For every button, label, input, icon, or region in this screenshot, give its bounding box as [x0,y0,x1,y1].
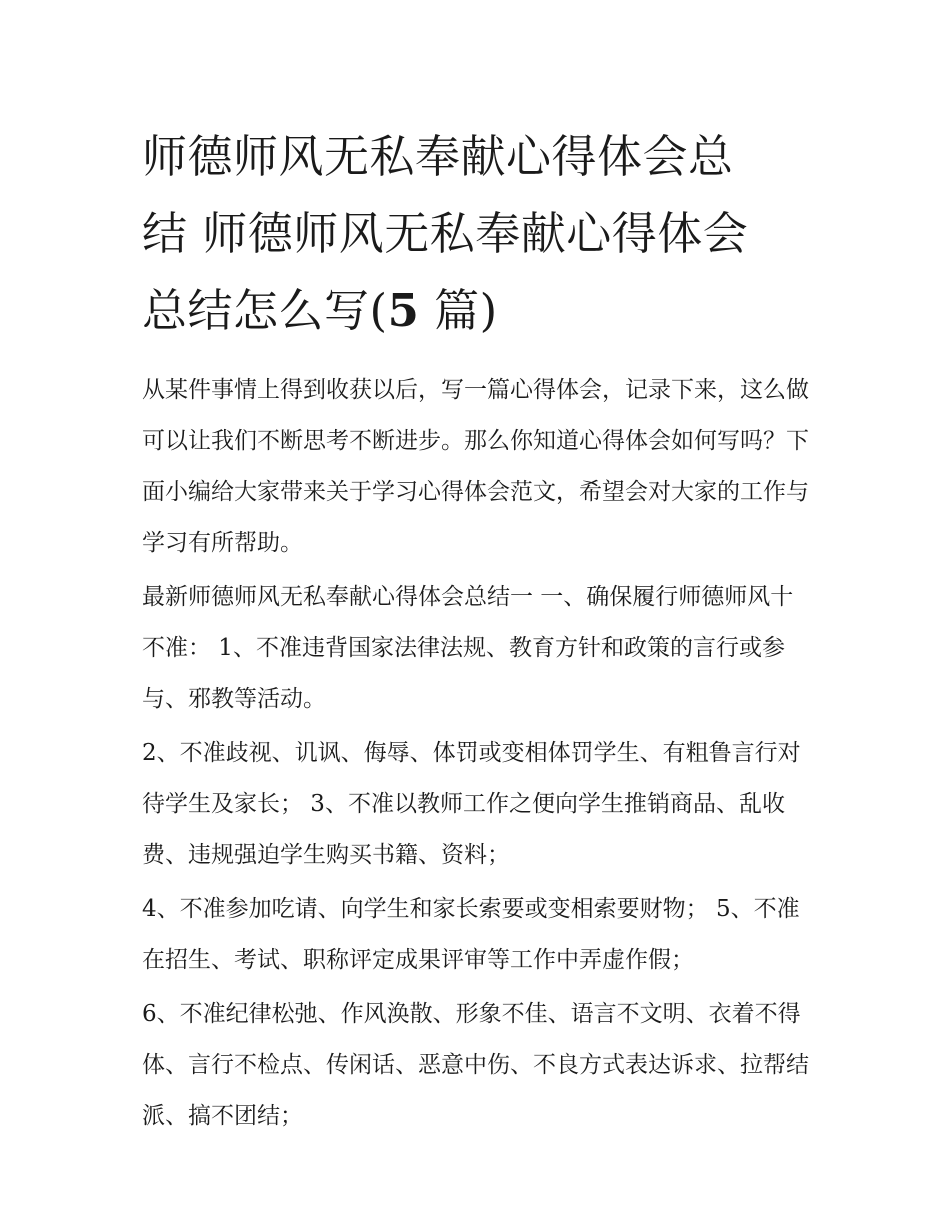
rule-2-3-paragraph: 2、不准歧视、讥讽、侮辱、体罚或变相体罚学生、有粗鲁言行对待学生及家长； 3、不准以教师工作之便向学生推销商品、乱收费、违规强迫学生购买书籍、资料； [142,740,801,868]
document-body [142,118,814,1145]
title-line-1: 师德师风无私奉献心得体会总 [142,130,734,183]
intro-paragraph: 从某件事情上得到收获以后，写一篇心得体会，记录下来，这么做可以让我们不断思考不断进步。那么你知道心得体会如何写吗？下面小编给大家带来关于学习心得体会范文，希望会对大家的工作与学习有所帮助。 [142,377,809,556]
document-title [142,118,814,349]
title-article-count: 5 [387,284,420,337]
section-one-paragraph: 最新师德师风无私奉献心得体会总结一 一、确保履行师德师风十不准： 1、不准违背国家法律法规、教育方针和政策的言行或参与、邪教等活动。 [142,584,794,712]
title-line-3-end: 篇) [419,284,498,337]
title-line-3-start: 总结怎么写( [142,284,388,337]
title-line-2: 结 师德师风无私奉献心得体会 [142,207,749,260]
rule-4-5-paragraph: 4、不准参加吃请、向学生和家长索要或变相索要财物； 5、不准在招生、考试、职称评定成果评审等工作中弄虚作假； [142,896,800,973]
rule-6-paragraph: 6、不准纪律松弛、作风涣散、形象不佳、语言不文明、衣着不得体、言行不检点、传闲话、恶意中伤、不良方式表达诉求、拉帮结派、搞不团结； [142,1001,809,1129]
